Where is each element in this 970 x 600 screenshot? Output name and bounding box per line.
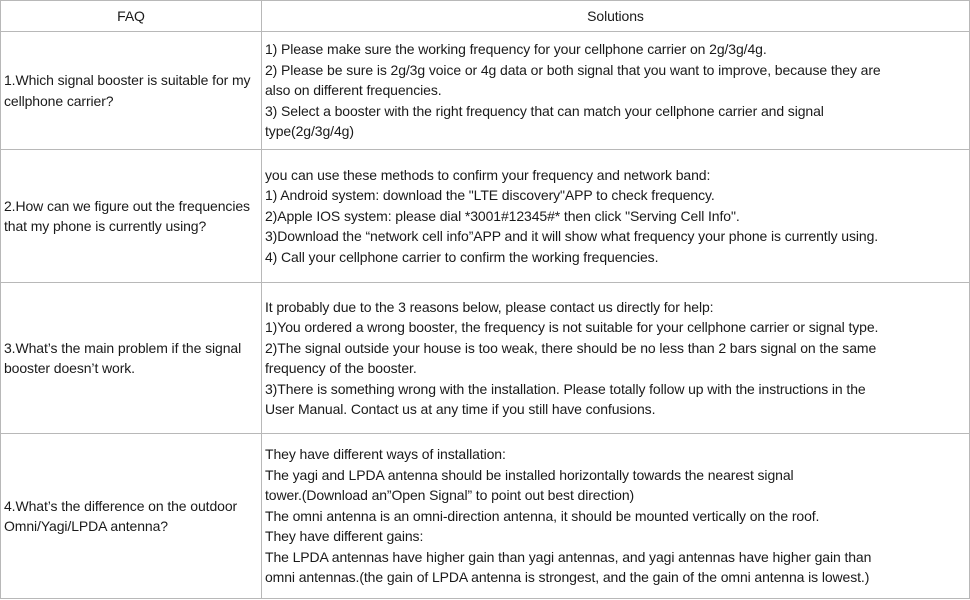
answer-line: 1) Android system: download the "LTE discovery"APP to check frequency. (265, 187, 715, 204)
answer-line: also on different frequencies. (265, 82, 442, 99)
answer-line: 3) Select a booster with the right frequency that can match your cellphone carrier and signal (265, 102, 824, 119)
faq-answer (262, 150, 970, 283)
answer-line: frequency of the booster. (265, 360, 417, 376)
answer-line: It probably due to the 3 reasons below, please contact us directly for help: (265, 298, 714, 315)
answer-line: tower.(Download an”Open Signal” to point out best direction) (265, 487, 635, 504)
answer-line: you can use these methods to confirm your frequency and network band: (265, 166, 711, 183)
answer-line: They have different ways of installation: (265, 446, 506, 463)
header-solutions: Solutions (262, 1, 970, 32)
answer-line: The LPDA antennas have higher gain than yagi antennas, and yagi antennas have higher gain than (265, 548, 872, 565)
answer-line: The yagi and LPDA antenna should be installed horizontally towards the nearest signal (265, 466, 794, 483)
question-text: 3.What’s the main problem if the signal booster doesn’t work. (4, 339, 242, 376)
answer-line: type(2g/3g/4g) (265, 123, 354, 140)
answer-line: The omni antenna is an omni-direction antenna, it should be mounted vertically on the roof. (265, 507, 820, 524)
table-row (1, 434, 970, 599)
question-text: 1.Which signal booster is suitable for my cellphone carrier? (4, 72, 251, 109)
table-row (1, 283, 970, 434)
answer-line: User Manual. Contact us at any time if you still have confusions. (265, 401, 656, 417)
faq-answer (262, 283, 970, 434)
faq-question (1, 283, 262, 434)
answer-line: 1) Please make sure the working frequency for your cellphone carrier on 2g/3g/4g. (265, 41, 767, 58)
answer-line: omni antennas.(the gain of LPDA antenna is strongest, and the gain of the omni antenna is lowest.) (265, 569, 870, 586)
faq-question (1, 32, 262, 150)
answer-line: 3)Download the “network cell info”APP and it will show what frequency your phone is currently using. (265, 228, 879, 245)
table-header-row (1, 1, 970, 32)
faq-answer (262, 32, 970, 150)
question-text: 2.How can we figure out the frequencies that my phone is currently using? (4, 197, 250, 234)
answer-line: 2) Please be sure is 2g/3g voice or 4g data or both signal that you want to improve, because they are (265, 61, 881, 78)
table-row (1, 150, 970, 283)
faq-answer (262, 434, 970, 599)
answer-line: 2)Apple IOS system: please dial *3001#12345#* then click "Serving Cell Info". (265, 207, 740, 224)
answer-line: 4) Call your cellphone carrier to confirm the working frequencies. (265, 248, 659, 265)
answer-line: 3)There is something wrong with the installation. Please totally follow up with the instructions in the (265, 380, 866, 397)
answer-line: 2)The signal outside your house is too weak, there should be no less than 2 bars signal on the same (265, 339, 877, 356)
answer-line: They have different gains: (265, 528, 424, 545)
header-faq: FAQ (1, 1, 262, 32)
table-row (1, 32, 970, 150)
answer-line: 1)You ordered a wrong booster, the frequency is not suitable for your cellphone carrier or signal type. (265, 319, 879, 335)
question-text: 4.What’s the difference on the outdoor Omni/Yagi/LPDA antenna? (4, 497, 238, 534)
faq-question (1, 150, 262, 283)
faq-question (1, 434, 262, 599)
